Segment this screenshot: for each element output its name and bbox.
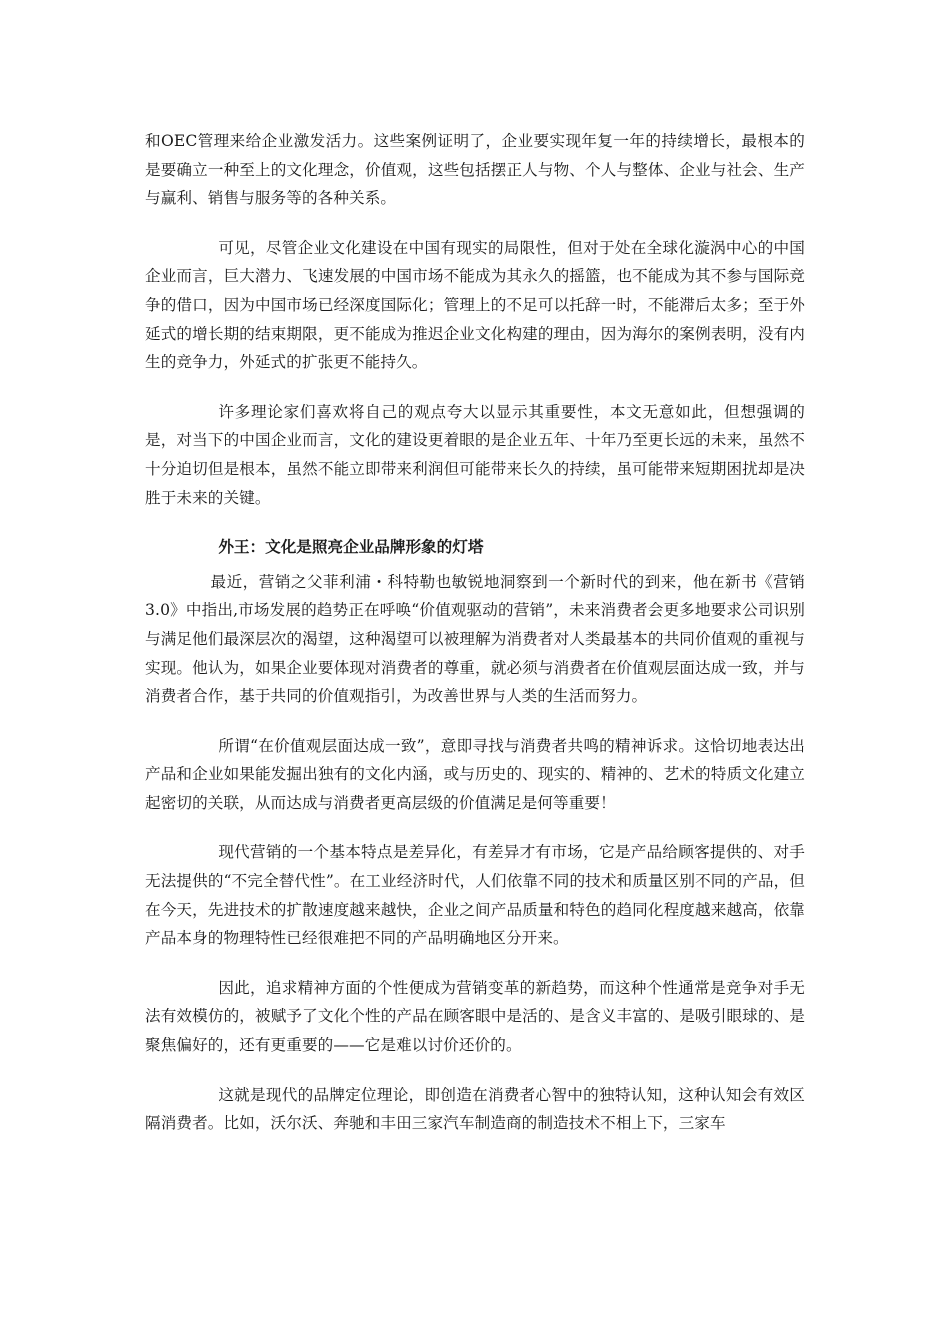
paragraph-spiritual-individuality: 因此，追求精神方面的个性便成为营销变革的新趋势，而这种个性通常是竞争对手无法有效模仿的，被赋予了文化个性的产品在顾客眼中是活的、是含义丰富的、是吸引眼球的、是聚焦偏好的，还有更重要的——它是难以讨价还价的。 xyxy=(145,978,805,1055)
paragraph-continuation: 和OEC管理来给企业激发活力。这些案例证明了，企业要实现年复一年的持续增长，最根本的是要确立一种至上的文化理念，价值观，这些包括摆正人与物、个人与整体、企业与社会、生产与赢利、销售与服务等的各种关系。 xyxy=(145,132,805,208)
paragraph-differentiation: 现代营销的一个基本特点是差异化，有差异才有市场，它是产品给顾客提供的、对手无法提供的“不完全替代性”。在工业经济时代，人们依靠不同的技术和质量区别不同的产品，但在今天，先进技术的扩散速度越来越快，企业之间产品质量和特色的趋同化程度越来越高，依靠产品本身的物理特性已经很难把不同的产品明确地区分开来。 xyxy=(145,843,805,948)
section-heading: 外王：文化是照亮企业品牌形象的灯塔 xyxy=(218,538,484,557)
paragraph-kotler: 最近，营销之父菲利浦・科特勒也敏锐地洞察到一个新时代的到来，他在新书《营销3.0》中指出,市场发展的趋势正在呼唤“价值观驱动的营销”，未来消费者会更多地要求公司识别与满足他们最深层次的渴望，这种渴望可以被理解为消费者对人类最基本的共同价值观的重视与实现。他认为，如果企业要体现对消费者的尊重，就必须与消费者在价值观层面达成一致，并与消费者合作，基于共同的价值观指引，为改善世界与人类的生活而努力。 xyxy=(145,572,805,706)
paragraph-theorists: 许多理论家们喜欢将自己的观点夸大以显示其重要性，本文无意如此，但想强调的是，对当下的中国企业而言，文化的建设更着眼的是企业五年、十年乃至更长远的未来，虽然不十分迫切但是根本，虽然不能立即带来利润但可能带来长久的持续，虽可能带来短期困扰却是决胜于未来的关键。 xyxy=(145,402,805,507)
paragraph-limitations: 可见，尽管企业文化建设在中国有现实的局限性，但对于处在全球化漩涡中心的中国企业而言，巨大潜力、飞速发展的中国市场不能成为其永久的摇篮，也不能成为其不参与国际竞争的借口，因为中国市场已经深度国际化；管理上的不足可以托辞一时，不能滞后太多；至于外延式的增长期的结束期限，更不能成为推迟企业文化构建的理由，因为海尔的案例表明，没有内生的竞争力，外延式的扩张更不能持久。 xyxy=(145,238,805,372)
paragraph-values-consensus: 所谓“在价值观层面达成一致”，意即寻找与消费者共鸣的精神诉求。这恰切地表达出产品和企业如果能发掘出独有的文化内涵，或与历史的、现实的、精神的、艺术的特质文化建立起密切的关联，从而达成与消费者更高层级的价值满足是何等重要！ xyxy=(145,736,805,812)
document-page xyxy=(145,127,805,1159)
paragraph-brand-positioning: 这就是现代的品牌定位理论，即创造在消费者心智中的独特认知，这种认知会有效区隔消费者。比如，沃尔沃、奔驰和丰田三家汽车制造商的制造技术不相上下，三家车 xyxy=(145,1085,805,1133)
